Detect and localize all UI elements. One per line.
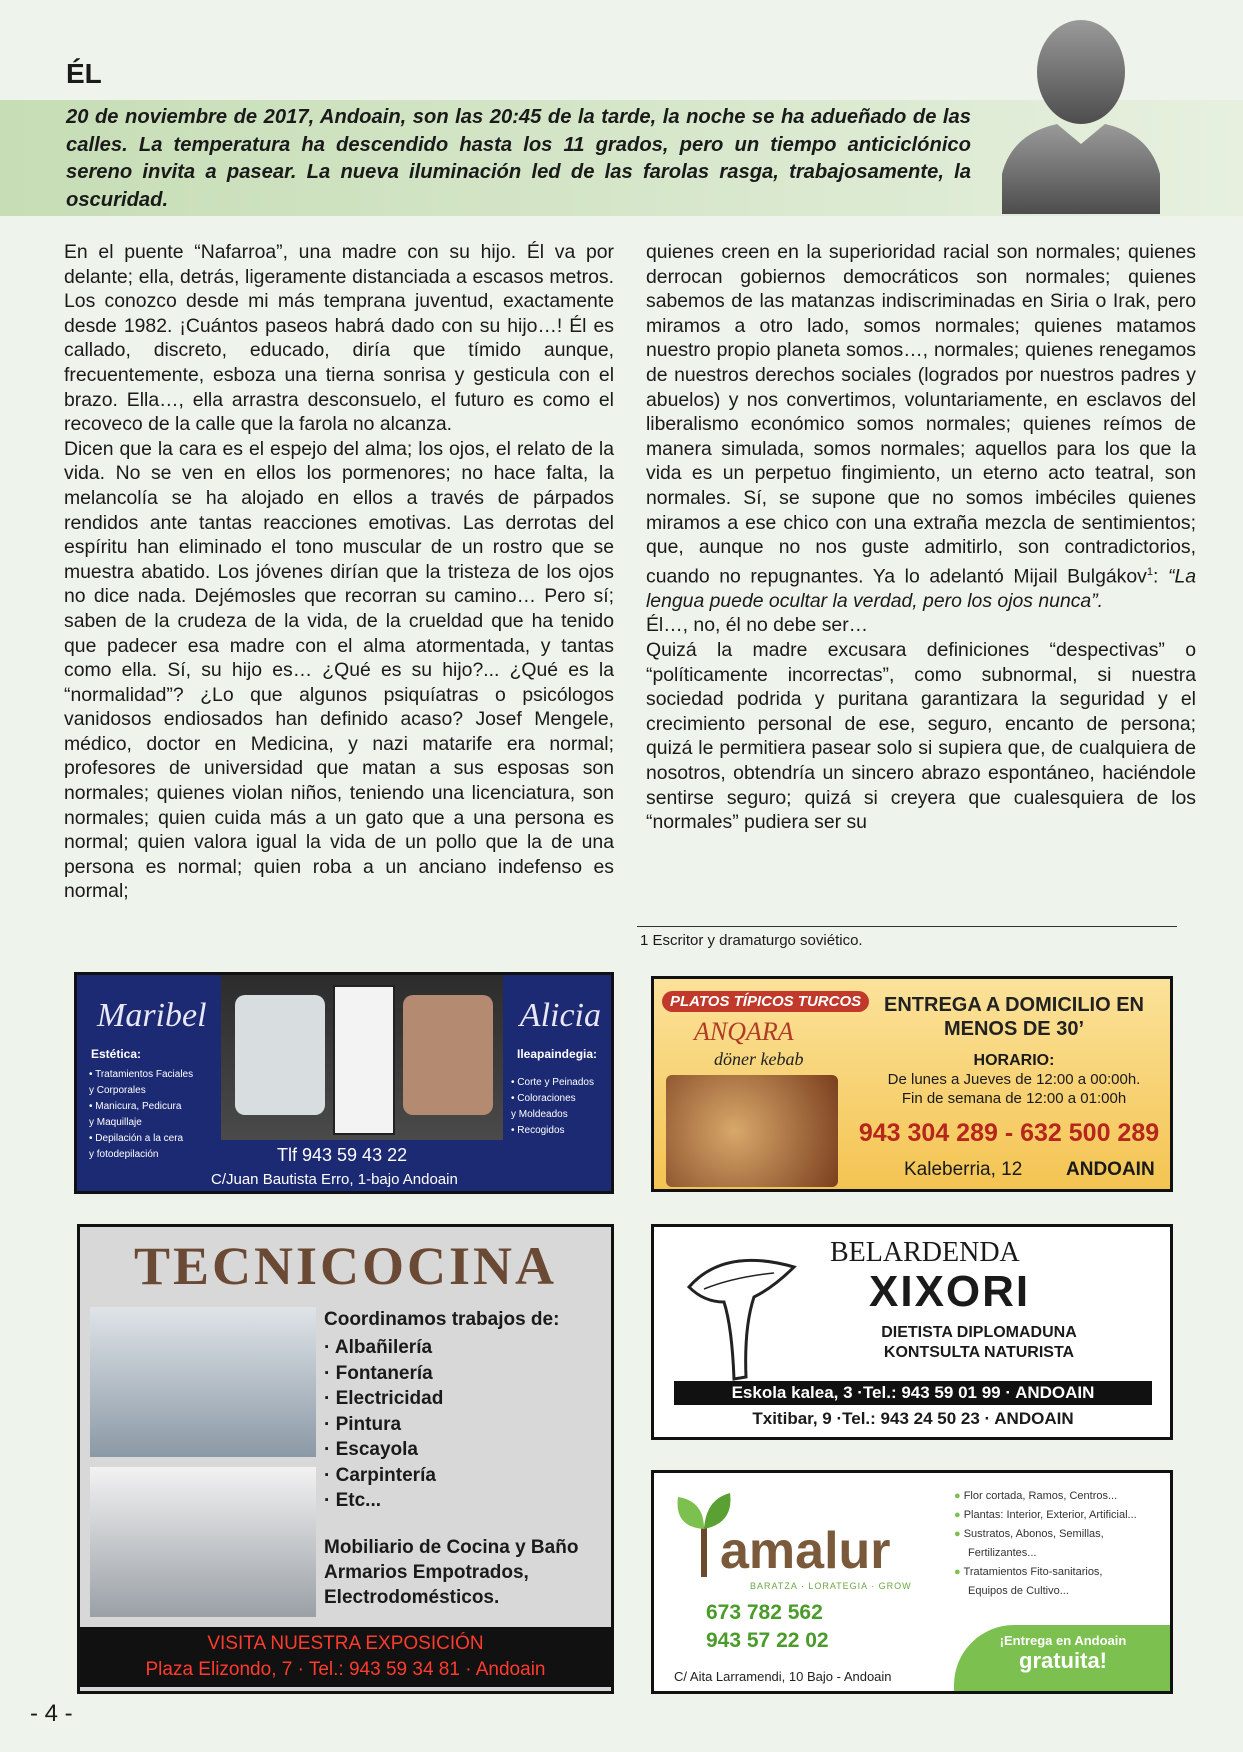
service-item: y Moldeados — [511, 1109, 568, 1120]
service-item: • Coloraciones — [511, 1093, 576, 1104]
ad-brand: TECNICOCINA — [133, 1236, 558, 1296]
service-item: · Carpintería — [324, 1464, 436, 1486]
quote-separator: : — [1153, 565, 1168, 588]
services-list-left — [89, 1067, 209, 1163]
products-list — [954, 1487, 1137, 1601]
paragraph: En el puente “Nafarroa”, una madre con su hijo. Él va por delante; ella, detrás, ligeramente distanciada a escasos metros. Los conozco desde mi más temprana juventud, exactamente desde 1982. ¡Cuántos paseos habrá dado con su hijo…! Él es callado, discreto, educado, diría que tímido aunque, frecuentemente, esboza una tierna sonrisa y gesticula con el brazo. Ella…, ella arrastra desconsuelo, el futuro es como el recoveco de la calle que la farola no alcanza. — [64, 241, 614, 436]
service-item: • Tratamientos Faciales — [89, 1069, 194, 1080]
ad-brand-right: Alicia — [519, 997, 601, 1034]
hours-title: HORARIO: — [973, 1052, 1055, 1069]
ad-anqara[interactable] — [651, 976, 1173, 1192]
services-list — [324, 1335, 443, 1514]
quote: “La lengua puede ocultar la verdad, pero los ojos nunca”. — [646, 565, 1197, 612]
product-item: ● Sustratos, Abonos, Semillas, — [954, 1525, 1137, 1544]
services-list-right — [511, 1075, 611, 1139]
service-item: · Escayola — [324, 1439, 418, 1460]
hours-line: De lunes a Jueves de 12:00 a 00:00h. — [887, 1071, 1141, 1088]
page-number: - 4 - — [30, 1700, 73, 1727]
paragraph — [646, 240, 1196, 613]
mushroom-icon — [684, 1247, 804, 1387]
footnote: 1 Escritor y dramaturgo soviético. — [640, 932, 863, 949]
ad-phone: Tlf 943 59 43 22 — [277, 1145, 408, 1165]
service-item: • Manicura, Pedicura — [89, 1101, 182, 1112]
ad-xixori[interactable] — [651, 1224, 1173, 1440]
line: ¡Entrega en Andoain — [999, 1633, 1127, 1648]
product-item: Equipos de Cultivo... — [968, 1585, 1069, 1597]
service-item: · Fontanería — [324, 1362, 433, 1384]
ad-tecnicocina[interactable] — [77, 1224, 614, 1694]
ad-tagline: PLATOS TÍPICOS TURCOS — [662, 991, 869, 1012]
line: Mobiliario de Cocina y Baño — [324, 1537, 579, 1558]
services-label: Estética: — [91, 1047, 142, 1061]
person-silhouette-icon — [1002, 14, 1160, 214]
section-title: ÉL — [66, 58, 102, 89]
service-item: • Recogidos — [511, 1125, 565, 1136]
paragraph: Dicen que la cara es el espejo del alma; los ojos, el relato de la vida. No se ven en ellos los pormenores; no hace falta, la melancolía se ha alojado en ellos a través de párpados rendidos ante tantas reacciones emotivas. Las derrotas del espíritu han eliminado el tono muscular de un rostro que se muestra abatido. Los jóvenes dirían que la tristeza de los ojos no dice nada. Dejémosles que recorran su camino… Pero sí; saben de la crudeza de la vida, de la crueldad que ha tenido que padecer esa madre con el alma atormentada, y tantas como ella. Sí, su hijo es… ¿Qué es su hijo?... ¿Qué es la “normalidad”? ¿Lo que algunos psiquíatras o psicólogos vanidosos endiosados han definido acaso? Josef Mengele, médico, doctor en Medicina, y nazi matarife era normal; profesores de universidad que matan a sus esposas son normales; quienes violan niños, teniendo una licenciatura, son normales; quien cuida más a un gato que a una persona es normal; quien valora igual la vida de un pollo que la de una persona es normal; quien roba a un anciano indefenso es normal; — [64, 437, 614, 903]
ad-street: Kaleberria, 12 — [904, 1159, 1023, 1180]
ad-subtitle: döner kebab — [714, 1049, 804, 1069]
services-label: Ileapaindegia: — [517, 1047, 598, 1061]
footnote-marker: 1 — [1146, 565, 1153, 578]
line: gratuita! — [1019, 1648, 1107, 1673]
delivery-badge — [954, 1625, 1172, 1693]
kitchen-photo — [90, 1467, 316, 1617]
footnote-divider — [637, 926, 1177, 927]
line: DIETISTA DIPLOMADUNA — [881, 1324, 1077, 1341]
storefront-photo — [221, 975, 503, 1140]
service-item: · Pintura — [324, 1413, 402, 1435]
ad-visit-bar — [80, 1627, 611, 1687]
line: VISITA NUESTRA EXPOSICIÓN — [207, 1633, 484, 1654]
ad-furniture-text — [324, 1535, 578, 1610]
ad-address-bar: Eskola kalea, 3 ·Tel.: 943 59 01 99 · ANDOAIN — [674, 1381, 1152, 1405]
product-item: ● Tratamientos Fito-sanitarios, — [954, 1563, 1137, 1582]
service-item: y fotodepilación — [89, 1149, 159, 1160]
article-column-right — [646, 240, 1196, 835]
service-item: · Albañilería — [324, 1337, 433, 1358]
line: KONTSULTA NATURISTA — [883, 1344, 1075, 1361]
line: Armarios Empotrados, — [324, 1562, 529, 1583]
ad-brand: XIXORI — [869, 1267, 1031, 1316]
service-item: • Depilación a la cera — [89, 1133, 184, 1144]
ad-mobile-phone: 673 782 562 — [706, 1601, 823, 1624]
ad-address: C/ Aita Larramendi, 10 Bajo - Andoain — [674, 1669, 892, 1684]
ad-tagline: BARATZA · LORATEGIA · GROW — [750, 1581, 912, 1591]
ad-amalur[interactable] — [651, 1470, 1173, 1694]
service-item: · Electricidad — [324, 1388, 444, 1409]
product-item: Fertilizantes... — [968, 1547, 1037, 1559]
ad-address: C/Juan Bautista Erro, 1-bajo Andoain — [211, 1171, 458, 1188]
product-item: ● Flor cortada, Ramos, Centros... — [954, 1487, 1137, 1506]
ad-phone: 943 57 22 02 — [706, 1629, 829, 1652]
service-item: y Corporales — [89, 1085, 146, 1096]
service-item: · Etc... — [324, 1490, 382, 1511]
ad-brand-left: Maribel — [97, 997, 207, 1034]
product-item: ● Plantas: Interior, Exterior, Artificial... — [954, 1506, 1137, 1525]
ad-brand: ANQARA — [694, 1017, 794, 1046]
paragraph: Él…, no, él no debe ser… — [646, 614, 869, 637]
ad-heading: Coordinamos trabajos de: — [324, 1309, 560, 1330]
service-item: • Corte y Peinados — [511, 1077, 594, 1088]
hours-line: Fin de semana de 12:00 a 01:00h — [901, 1090, 1127, 1107]
ad-headline: ENTREGA A DOMICILIO EN MENOS DE 30’ — [884, 994, 1144, 1040]
opening-hours — [864, 1051, 1164, 1108]
service-item: y Maquillaje — [89, 1117, 142, 1128]
ad-town: ANDOAIN — [1066, 1159, 1155, 1180]
ad-phones: 943 304 289 - 632 500 289 — [858, 1119, 1160, 1147]
article-column-left — [64, 240, 614, 904]
ad-maribel-alicia[interactable] — [74, 972, 614, 1194]
paragraph-text: quienes creen en la superioridad racial son normales; quienes derrocan gobiernos democráticos son normales; quienes sabemos de las matanzas indiscriminadas en Siria o Irak, pero miramos a otro lado, somos normales; quienes matamos nuestro propio planeta somos…, normales; quienes renegamos de nuestros derechos sociales (logrados por nuestros padres y abuelos) y nos convertimos, voluntariamente, en esclavos del liberalismo económico somos normales; quienes reímos de manera simulada, somos normales; aquellos para los que la vida es un perpetuo fingimiento, un eterno acto teatral, son normales. Sí, se supone que no somos imbéciles quienes miramos a ese chico con una extraña mezcla de sentimientos; que, aunque no nos guste admitirlo, son contradictorios, cuando no repugnantes. Ya lo adelantó Mijail Bulgákov — [646, 241, 1196, 588]
lead-paragraph: 20 de noviembre de 2017, Andoain, son las 20:45 de la tarde, la noche se ha adueñado de las calles. La temperatura ha descendido hasta los 11 grados, pero un tiempo anticiclónico sereno invita a pasear. La nueva iluminación led de las farolas rasga, trabajosamente, la oscuridad. — [66, 106, 971, 211]
kitchen-photo — [90, 1307, 316, 1457]
line: Electrodomésticos. — [324, 1587, 500, 1608]
ad-brand: amalur — [720, 1522, 891, 1580]
paragraph: Quizá la madre excusara definiciones “despectivas” o “políticamente incorrectas”, como subnormal, si nuestra sociedad podrida y puritana garantizara la seguridad y el crecimiento personal de ese, seguro, encanto de persona; quizá le permitiera pasear solo si supiera que, de cualquiera de nosotros, obtendría un sincero abrazo espontáneo, haciéndole sentirse seguro; quizá si creyera que cualesquiera de los “normales” pudiera ser su — [646, 638, 1196, 834]
ad-brand-top: BELARDENDA — [830, 1237, 1020, 1268]
line: Plaza Elizondo, 7 · Tel.: 943 59 34 81 · Andoain — [145, 1659, 546, 1680]
ad-address: Txitibar, 9 ·Tel.: 943 24 50 23 · ANDOAIN — [752, 1409, 1074, 1428]
kebab-photo — [666, 1075, 838, 1187]
ad-subtitle — [854, 1323, 1104, 1363]
